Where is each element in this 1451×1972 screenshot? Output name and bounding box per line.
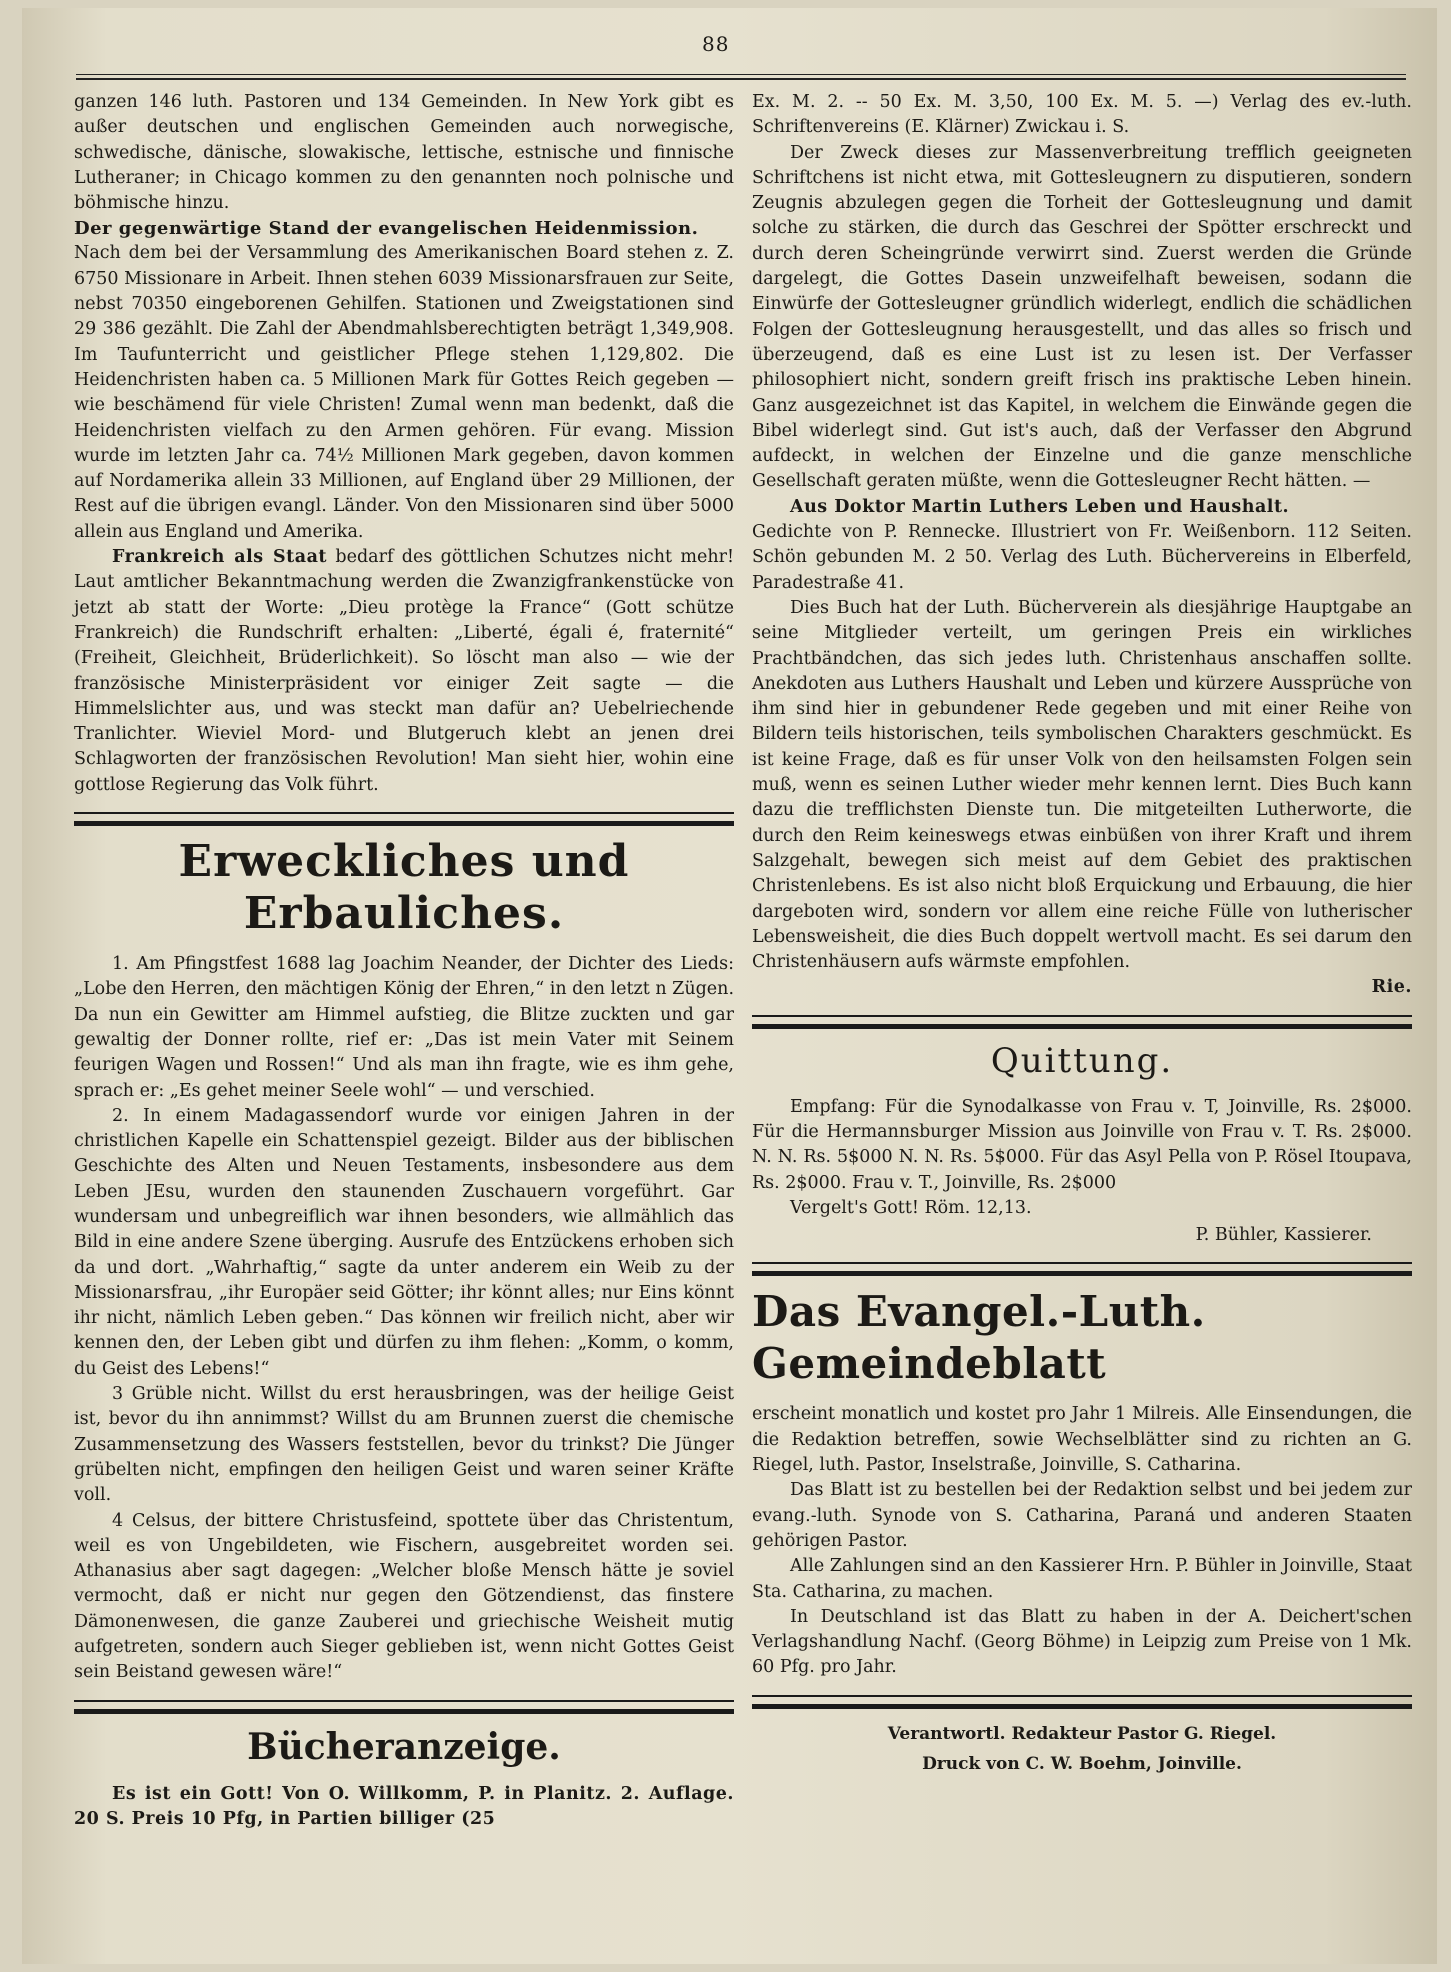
erweck-item-3: 3 Grüble nicht. Willst du erst herausbringen, was der heilige Geist ist, bevor du ihn annimmst? Willst du am Brunnen zuerst die chemische Zusammensetzung des Wassers feststellen, bevor du trinkst? Die Jünger grübelten nicht, empfingen den heiligen Geist und waren seiner Kräfte voll. xyxy=(74,1384,734,1506)
erweck-item-1: 1. Am Pfingstfest 1688 lag Joachim Neander, der Dichter des Lieds: „Lobe den Herren, den mächtigen König der Ehren,“ in den letzt n Zügen. Da nun ein Gewitter am Himmel aufstieg, die Blitze zuckten und gar gewaltig der Donner rollte, rief er: „Das ist mein Vater mit Seinem feurigen Wagen und Rossen!“ Und als man ihn fragte, wie es ihm gehe, sprach er: „Es gehet meiner Seele wohl“ — und verschied. xyxy=(74,954,735,1101)
newspaper-page xyxy=(22,8,1437,1964)
quittung-thanks: Vergelt's Gott! Röm. 12,13. xyxy=(790,1197,1032,1218)
luther-book-info: Gedichte von P. Rennecke. Illustriert von Fr. Weißenborn. 112 Seiten. Schön gebunden M. 2 50. Verlag des Luth. Büchervereins in Elberfeld, Paradestraße 41. xyxy=(752,522,1412,593)
page-number: 88 xyxy=(702,32,730,56)
right-column xyxy=(752,90,1412,1779)
section-rule xyxy=(74,812,734,826)
france-lead: Frankreich als Staat xyxy=(112,547,328,568)
gemeindeblatt-masthead: Das Evangel.-Luth. Gemeindeblatt xyxy=(752,1287,1206,1389)
masthead-germany: In Deutschland ist das Blatt zu haben in der A. Deichert'schen Verlagshandlung Nachf. (Georg Böhme) in Leipzig zum Preise von 1 Mk. 60 Pfg. pro Jahr. xyxy=(752,1606,1412,1678)
review-signature: Rie. xyxy=(1371,977,1412,998)
book-notice-continued: Ex. M. 2. -- 50 Ex. M. 3,50, 100 Ex. M. 5. —) Verlag des ev.-luth. Schriftenvereins (E. Klärner) Zwickau i. S. xyxy=(752,92,1412,138)
erweckliches-heading: Erweckliches und Erbauliches. xyxy=(178,836,630,940)
section-rule xyxy=(74,1700,734,1714)
buecheranzeige-heading: Bücheranzeige. xyxy=(247,1725,561,1768)
section-rule xyxy=(752,1262,1412,1276)
book-notice-start: Es ist ein Gott! Von O. Willkomm, P. in Planitz. 2. Auflage. 20 S. Preis 10 Pfg, in Partien billiger (25 xyxy=(74,1783,734,1829)
printer-line: Druck von C. W. Boehm, Joinville. xyxy=(922,1753,1242,1774)
erweck-item-4: 4 Celsus, der bittere Christusfeind, spottete über das Christentum, weil es von Ungebildeten, wie Fischern, ausgebreitet worden sei. Athanasius aber sagt dagegen: „Welcher bloße Mensch hätte je soviel vermocht, daß er nicht nur gegen den Götzendienst, das finstere Dämonenwesen, die ganze Zauberei und griechische Weisheit mutig aufgetreten, sondern auch Sieger geblieben ist, wenn nicht Gottes Geist sein Beistand gewesen wäre!“ xyxy=(74,1510,734,1683)
mission-paragraph: Nach dem bei der Versammlung des Amerikanischen Board stehen z. Z. 6750 Missionare in Arbeit. Ihnen stehen 6039 Missionarsfrauen zur Seite, nebst 70350 eingeborenen Gehilfen. Stationen und Zweigstationen sind 29 386 gezählt. Die Zahl der Abendmahlsberechtigten beträgt 1,349,908. Im Taufunterricht und geistlicher Pflege stehen 1,129,802. Die Heidenchristen haben ca. 5 Millionen Mark für Gottes Reich gegeben — wie beschämend für viele Christen! Zumal wenn man bedenkt, daß die Heidenchristen vielfach zu den Armen gehören. Für evang. Mission wurde im letzten Jahr ca. 74½ Millionen Mark gegeben, davon kommen auf Nordamerika allein 33 Millionen, auf England über 29 Millionen, der Rest auf die übrigen evangl. Länder. Von den Missionaren sind über 5000 allein aus England und Amerika. xyxy=(74,243,734,542)
editor-line: Verantwortl. Redakteur Pastor G. Riegel. xyxy=(887,1723,1277,1744)
luther-book-title: Aus Doktor Martin Luthers Leben und Haushalt. xyxy=(790,496,1290,517)
quittung-heading: Quittung. xyxy=(990,1040,1174,1081)
quittung-signature: P. Bühler, Kassierer. xyxy=(1195,1225,1372,1246)
masthead-payments: Alle Zahlungen sind an den Kassierer Hrn. P. Bühler in Joinville, Staat Sta. Catharina, zu machen. xyxy=(752,1556,1412,1602)
section-rule xyxy=(752,1695,1412,1709)
book-review: Der Zweck dieses zur Massenverbreitung trefflich geeigneten Schriftchens ist nicht etwa, mit Gottesleugnern zu disputieren, sondern Zeugnis abzulegen gegen die Torheit der Gottesleugnung und damit solche zu stärken, die durch das Geschrei der Spötter erschreckt und durch deren Scheingründe verwirrt sind. Zuerst werden die Gründe dargelegt, die Gottes Dasein unzweifelhaft beweisen, sodann die Einwürfe der Gottesleugner gründlich widerlegt, endlich die schädlichen Folgen der Gottesleugnung herausgestellt, und das alles so frisch und überzeugend, daß es eine Lust ist zu lesen ist. Der Verfasser philosophiert nicht, sondern greift frisch ins praktische Leben hinein. Ganz ausgezeichnet ist das Kapitel, in welchem die Einwände gegen die Bibel widerlegt sind. Gut ist's auch, daß der Verfasser den Abgrund aufdeckt, in welchen der Einzelne und die ganze menschliche Gesellschaft geraten müßte, wenn die Gottesleugner Recht hätten. — xyxy=(752,142,1412,492)
quittung-receipts: Empfang: Für die Synodalkasse von Frau v. T, Joinville, Rs. 2$000. Für die Hermannsburger Mission aus Joinville von Frau v. T. Rs. 2$000. N. N. Rs. 5$000 N. N. Rs. 5$000. Für das Asyl Pella von P. Rösel Itoupava, Rs. 2$000. Frau v. T., Joinville, Rs. 2$000 xyxy=(752,1096,1412,1193)
luther-book-review: Dies Buch hat der Luth. Bücherverein als diesjährige Hauptgabe an seine Mitglieder verteilt, um geringen Preis ein wirkliches Prachtbändchen, das sich jedes luth. Christenhaus anschaffen sollte. Anekdoten aus Luthers Haushalt und Leben und kürzere Aussprüche von ihm sind hier in gebundener Rede gegeben und mit einer Reihe von Bildern teils historischen, teils symbolischen Charakters geschmückt. Es ist keine Frage, daß es für unser Volk von den heilsamsten Folgen sein muß, wenn es seinen Luther wieder mehr kennen lernt. Dies Buch kann dazu die trefflichsten Dienste tun. Die mitgeteilten Lutherworte, die durch den Reim keineswegs etwas einbüßen von ihrer Kraft und ihrem Salzgehalt, bewegen sich meist auf dem Gebiet des praktischen Christenlebens. Es ist also nicht bloß Erquickung und Erbauung, die hier dargeboten wird, sondern vor allem eine reiche Fülle von lutherischer Lebensweisheit, die dies Buch doppelt wertvoll macht. Es sei darum den Christenhäusern aufs wärmste empfohlen. xyxy=(752,597,1412,973)
erweck-item-2: 2. In einem Madagassendorf wurde vor einigen Jahren in der christlichen Kapelle ein Schattenspiel gezeigt. Bilder aus der biblischen Geschichte des Alten und Neuen Testaments, insbesondere aus dem Leben JEsu, wurden den staunenden Zuschauern vorgeführt. Gar wundersam und unbegreiflich war ihnen besonders, wie allmählich das Bild in eine andere Szene überging. Ausrufe des Entzückens erhoben sich da und dort. „Wahrhaftig,“ sagte da unter anderem ein Weib zu der Missionarsfrau, „ihr Europäer seid Götter; ihr könnt alles; nur Eins könnt ihr nicht, nämlich Leben geben.“ Das können wir freilich nicht, aber wir kennen den, der Leben gibt und dürfen zu ihm flehen: „Komm, o komm, du Geist des Lebens!“ xyxy=(74,1105,734,1379)
lutheran-congregations-paragraph: ganzen 146 luth. Pastoren und 134 Gemeinden. In New York gibt es außer deutschen und englischen Gemeinden auch norwegische, schwedische, dänische, slowakische, lettische, estnische und finnische Lutheraner; in Chicago kommen zu den genannten noch polnische und böhmische hinzu. xyxy=(74,92,734,214)
masthead-subscription: erscheint monatlich und kostet pro Jahr 1 Milreis. Alle Einsendungen, die die Redaktion betreffen, sowie Wechselblätter sind zu richten an G. Riegel, luth. Pastor, Inselstraße, Joinville, S. Catharina. xyxy=(752,1404,1412,1476)
france-text: bedarf des göttlichen Schutzes nicht mehr! Laut amtlicher Bekanntmachung werden die Zwanzigfrankenstücke von jetzt ab statt der Worte: „Dieu protège la France“ (Gott schütze Frankreich) die Rundschrift erhalten: „Liberté, égali é, fraternité“ (Freiheit, Gleichheit, Brüderlichkeit). So löscht man also — wie der französische Ministerpräsident vor einiger Zeit sagte — die Himmelslichter aus, und was steckt man dafür an? Uebelriechende Tranlichter. Wieviel Mord- und Blutgeruch klebt an jenen drei Schlagworten der französischen Revolution! Man sieht hier, wohin eine gottlose Regierung das Volk führt. xyxy=(74,547,734,795)
header-rule xyxy=(76,74,1406,80)
masthead-ordering: Das Blatt ist zu bestellen bei der Redaktion selbst und bei jedem zur evang.-luth. Synode von S. Catharina, Paraná und anderen Staaten gehörigen Pastor. xyxy=(752,1480,1412,1551)
france-paragraph xyxy=(74,545,734,798)
section-rule xyxy=(752,1015,1412,1029)
mission-heading: Der gegenwärtige Stand der evangelischen Heidenmission. xyxy=(74,218,699,240)
left-column xyxy=(74,90,734,1832)
